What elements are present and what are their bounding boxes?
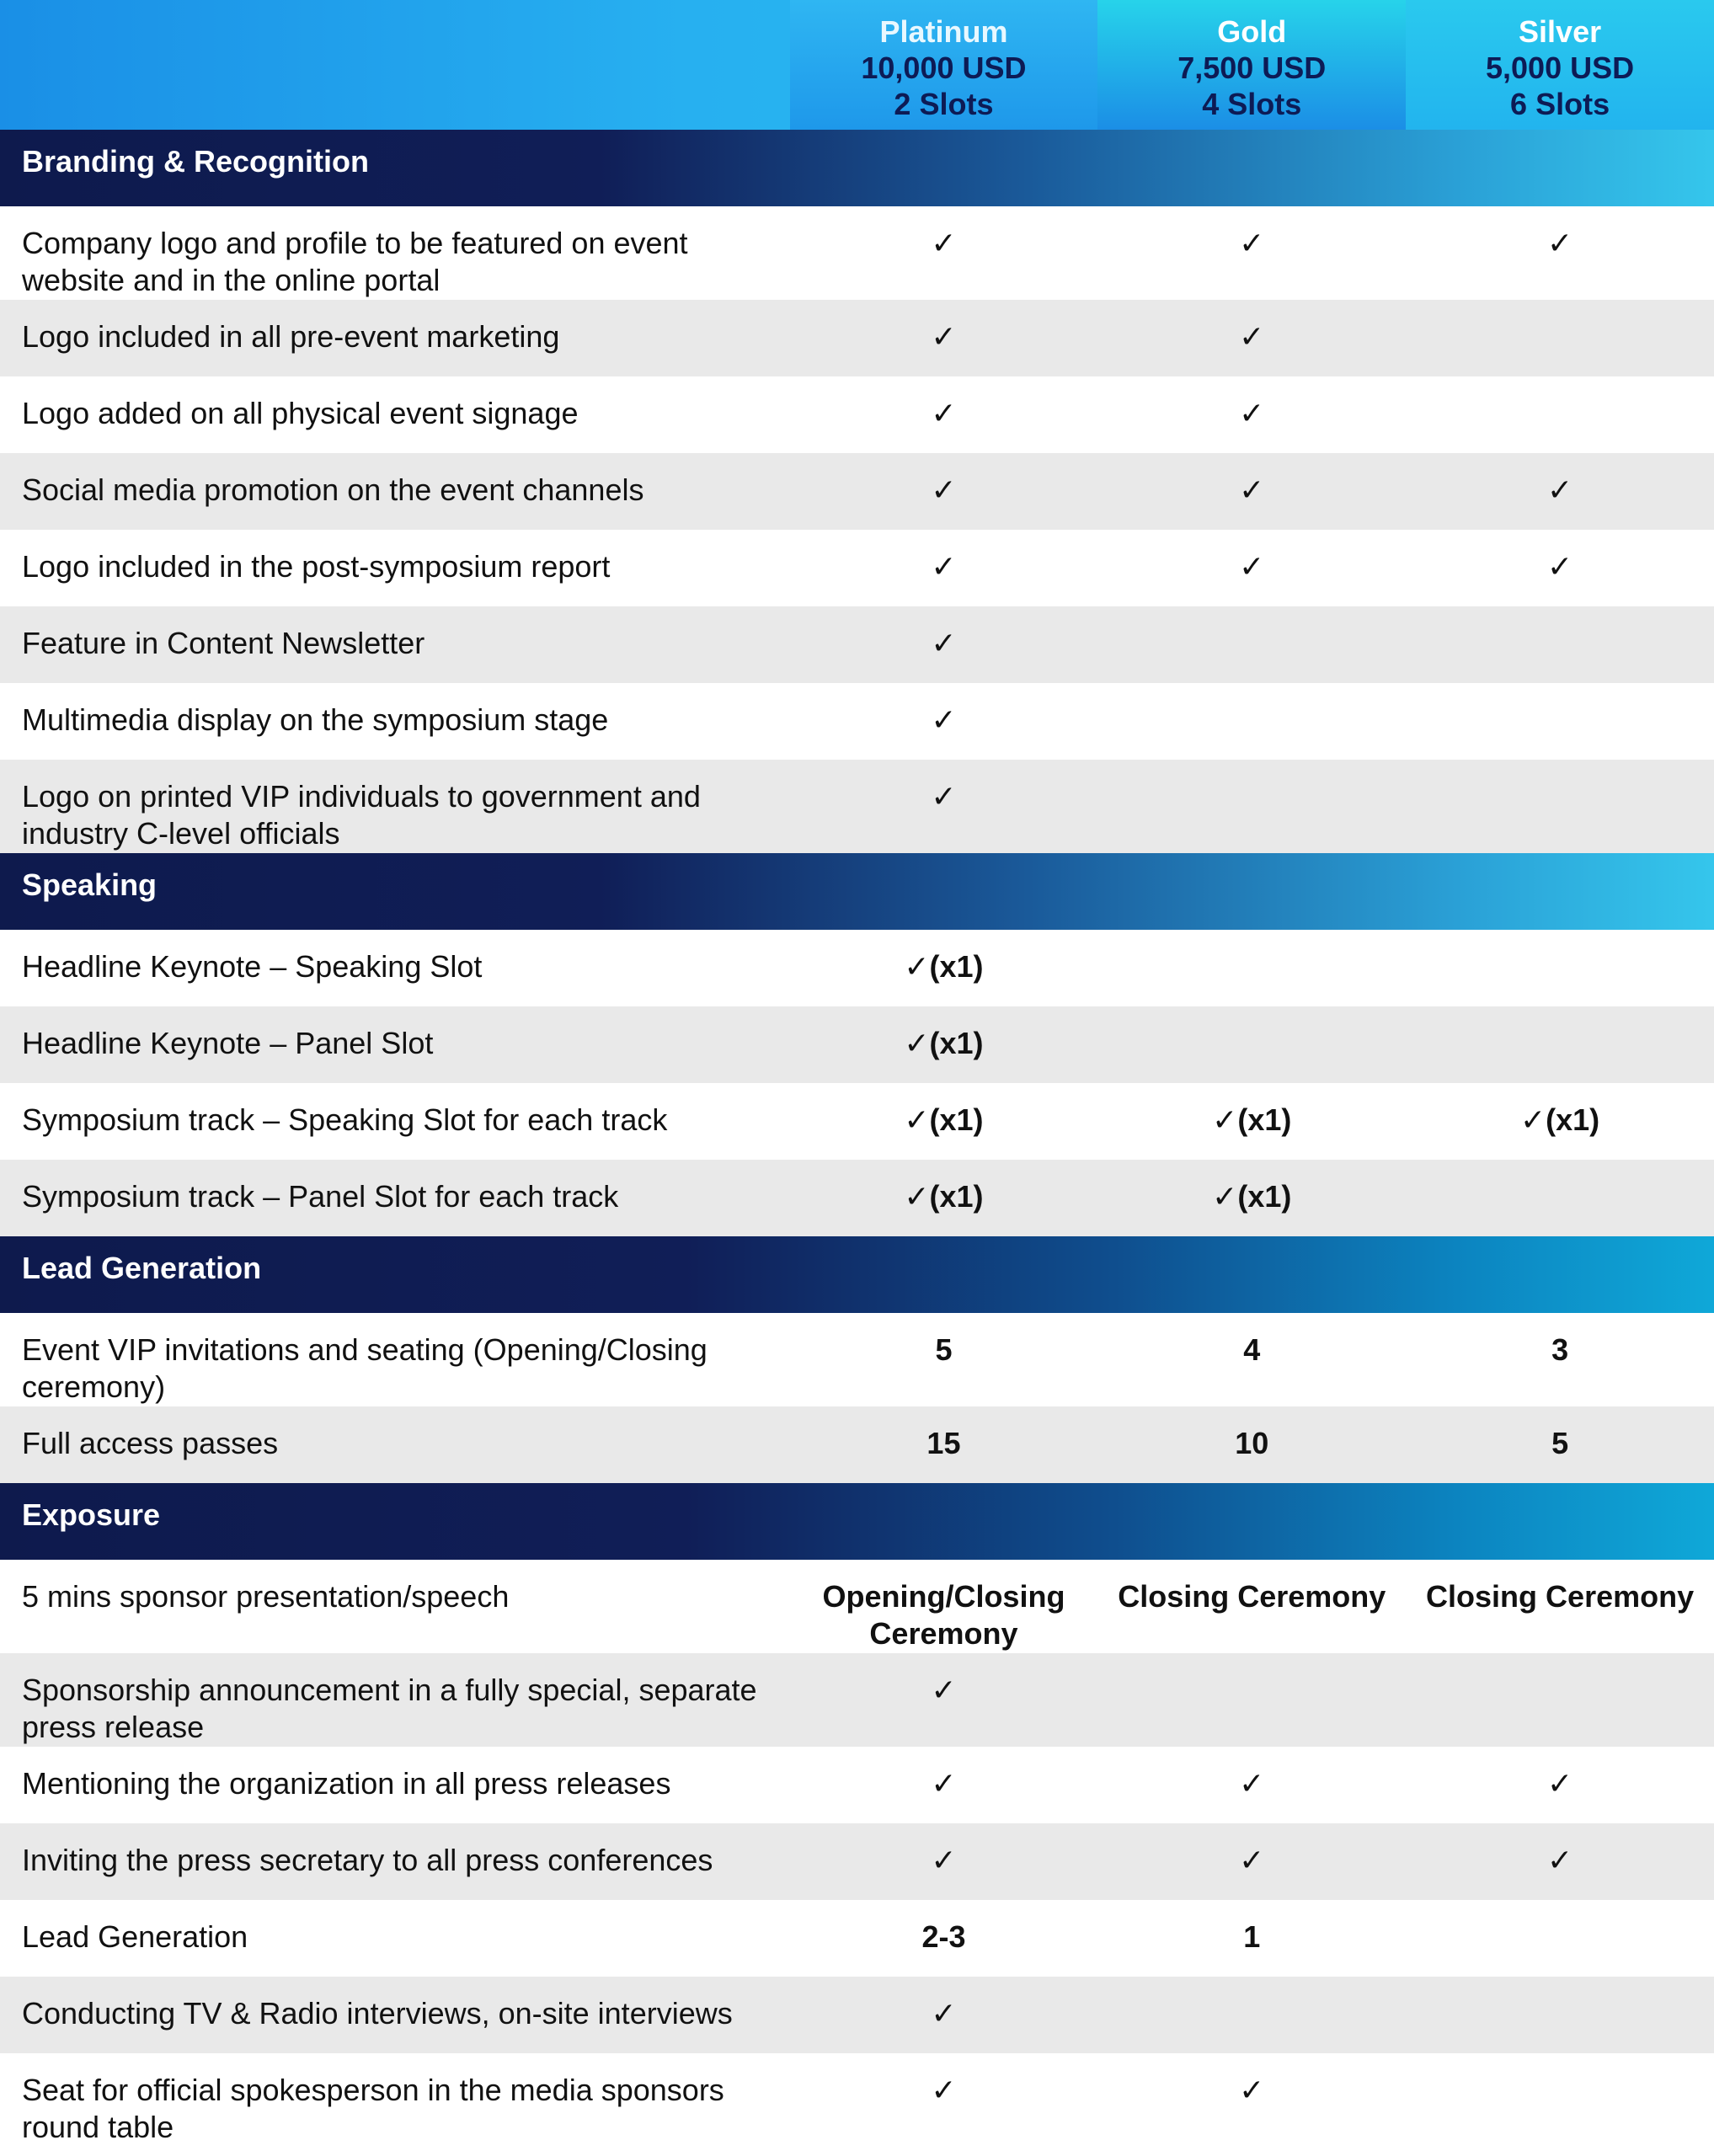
platinum-cell: 15	[926, 1426, 961, 1460]
platinum-cell: ✓	[931, 1996, 957, 2031]
gold-cell: 4	[1243, 1332, 1261, 1367]
table-row	[0, 683, 1714, 760]
tier-silver-header	[1406, 0, 1714, 130]
section-speaking: Speaking	[0, 853, 1714, 930]
row-label: Lead Generation	[22, 1919, 248, 1954]
silver-cell: ✓	[1546, 1766, 1573, 1801]
row-label: Mentioning the organization in all press releases	[22, 1766, 671, 1801]
row-label: Full access passes	[22, 1426, 279, 1460]
table-row	[0, 1653, 1714, 1747]
table-row	[0, 1313, 1714, 1406]
silver-cell	[1406, 1900, 1714, 1977]
table-row	[0, 2053, 1714, 2156]
row-label: Symposium track – Speaking Slot for each track	[22, 1102, 668, 1137]
platinum-cell: ✓	[931, 1766, 957, 1801]
platinum-cell: ✓	[931, 396, 957, 430]
platinum-cell: ✓(x1)	[904, 1102, 984, 1137]
gold-cell: ✓	[1239, 319, 1265, 354]
silver-cell: ✓	[1546, 226, 1573, 260]
header-spacer	[0, 0, 790, 130]
platinum-cell: ✓	[931, 626, 957, 660]
table-row	[0, 1160, 1714, 1236]
silver-cell	[1406, 376, 1714, 453]
tier-platinum-header	[790, 0, 1098, 130]
table-row	[0, 206, 1714, 300]
tier-slots: 6 Slots	[1510, 87, 1610, 121]
table-row	[0, 760, 1714, 853]
row-label: Social media promotion on the event channels	[22, 472, 644, 507]
gold-cell	[1097, 1977, 1406, 2053]
tier-slots: 4 Slots	[1202, 87, 1302, 121]
silver-cell	[1406, 606, 1714, 683]
gold-cell: ✓	[1239, 396, 1265, 430]
row-label: Inviting the press secretary to all press conferences	[22, 1843, 713, 1877]
silver-cell: Closing Ceremony	[1426, 1579, 1695, 1614]
gold-cell	[1097, 1006, 1406, 1083]
table-row	[0, 1083, 1714, 1160]
gold-cell: ✓(x1)	[1212, 1179, 1292, 1214]
tier-price: 7,500 USD	[1177, 51, 1327, 85]
tier-slots: 2 Slots	[894, 87, 994, 121]
gold-cell: 10	[1235, 1426, 1269, 1460]
row-label: Logo included in the post-symposium report	[22, 549, 611, 584]
platinum-cell: ✓(x1)	[904, 1179, 984, 1214]
row-label: Multimedia display on the symposium stage	[22, 702, 609, 737]
tier-gold-header	[1097, 0, 1406, 130]
table-row	[0, 530, 1714, 606]
silver-cell	[1406, 683, 1714, 760]
silver-cell	[1406, 1006, 1714, 1083]
tier-header-row	[0, 0, 1714, 130]
tier-price: 5,000 USD	[1486, 51, 1635, 85]
platinum-cell: ✓(x1)	[904, 1026, 984, 1060]
row-label: Event VIP invitations and seating (Opening/Closing ceremony)	[22, 1332, 707, 1404]
table-row	[0, 1006, 1714, 1083]
table-row	[0, 1900, 1714, 1977]
table-row	[0, 453, 1714, 530]
platinum-cell: 2-3	[921, 1919, 966, 1954]
gold-cell: ✓	[1239, 2073, 1265, 2107]
silver-cell: 5	[1551, 1426, 1569, 1460]
table-row	[0, 606, 1714, 683]
platinum-cell: ✓	[931, 702, 957, 737]
platinum-cell: ✓	[931, 1673, 957, 1707]
table-row	[0, 1560, 1714, 1653]
gold-cell: ✓	[1239, 1843, 1265, 1877]
silver-cell: ✓(x1)	[1519, 1102, 1600, 1137]
platinum-cell: ✓	[931, 226, 957, 260]
row-label: Feature in Content Newsletter	[22, 626, 425, 660]
platinum-cell: 5	[935, 1332, 953, 1367]
row-label: Logo included in all pre-event marketing	[22, 319, 560, 354]
table-row	[0, 300, 1714, 376]
tier-name: Silver	[1519, 14, 1602, 49]
platinum-cell: Opening/Closing Ceremony	[822, 1579, 1065, 1651]
row-label: Symposium track – Panel Slot for each track	[22, 1179, 619, 1214]
gold-cell: ✓	[1239, 472, 1265, 507]
gold-cell: ✓(x1)	[1212, 1102, 1292, 1137]
row-label: Logo on printed VIP individuals to government and industry C-level officials	[22, 779, 701, 851]
gold-cell	[1097, 760, 1406, 853]
tier-name: Platinum	[879, 14, 1008, 49]
gold-cell: Closing Ceremony	[1118, 1579, 1386, 1614]
silver-cell	[1406, 1653, 1714, 1747]
table-row	[0, 1823, 1714, 1900]
silver-cell	[1406, 1160, 1714, 1236]
row-label: Seat for official spokesperson in the media sponsors round table	[22, 2073, 724, 2144]
table-row	[0, 1977, 1714, 2053]
silver-cell	[1406, 300, 1714, 376]
silver-cell: ✓	[1546, 472, 1573, 507]
gold-cell	[1097, 1653, 1406, 1747]
platinum-cell: ✓	[931, 549, 957, 584]
gold-cell: 1	[1243, 1919, 1261, 1954]
platinum-cell: ✓	[931, 779, 957, 814]
gold-cell: ✓	[1239, 549, 1265, 584]
row-label: Headline Keynote – Speaking Slot	[22, 949, 483, 984]
tier-price: 10,000 USD	[861, 51, 1027, 85]
tier-name: Gold	[1217, 14, 1287, 49]
gold-cell	[1097, 606, 1406, 683]
platinum-cell: ✓	[931, 2073, 957, 2107]
row-label: 5 mins sponsor presentation/speech	[22, 1579, 510, 1614]
silver-cell	[1406, 2053, 1714, 2156]
table-row	[0, 1406, 1714, 1483]
platinum-cell: ✓	[931, 319, 957, 354]
section-branding-recognition: Branding & Recognition	[0, 130, 1714, 206]
row-label: Conducting TV & Radio interviews, on-site interviews	[22, 1996, 733, 2031]
platinum-cell: ✓(x1)	[904, 949, 984, 984]
platinum-cell: ✓	[931, 472, 957, 507]
silver-cell	[1406, 1977, 1714, 2053]
table-row	[0, 1747, 1714, 1823]
row-label: Sponsorship announcement in a fully special, separate press release	[22, 1673, 757, 1744]
table-row	[0, 376, 1714, 453]
silver-cell: 3	[1551, 1332, 1569, 1367]
platinum-cell: ✓	[931, 1843, 957, 1877]
silver-cell	[1406, 760, 1714, 853]
silver-cell	[1406, 930, 1714, 1006]
section-lead-generation: Lead Generation	[0, 1236, 1714, 1313]
row-label: Company logo and profile to be featured on event website and in the online portal	[22, 226, 688, 297]
silver-cell: ✓	[1546, 1843, 1573, 1877]
gold-cell: ✓	[1239, 1766, 1265, 1801]
gold-cell	[1097, 683, 1406, 760]
section-exposure: Exposure	[0, 1483, 1714, 1560]
row-label: Headline Keynote – Panel Slot	[22, 1026, 434, 1060]
table-row	[0, 930, 1714, 1006]
gold-cell: ✓	[1239, 226, 1265, 260]
silver-cell: ✓	[1546, 549, 1573, 584]
gold-cell	[1097, 930, 1406, 1006]
row-label: Logo added on all physical event signage	[22, 396, 579, 430]
